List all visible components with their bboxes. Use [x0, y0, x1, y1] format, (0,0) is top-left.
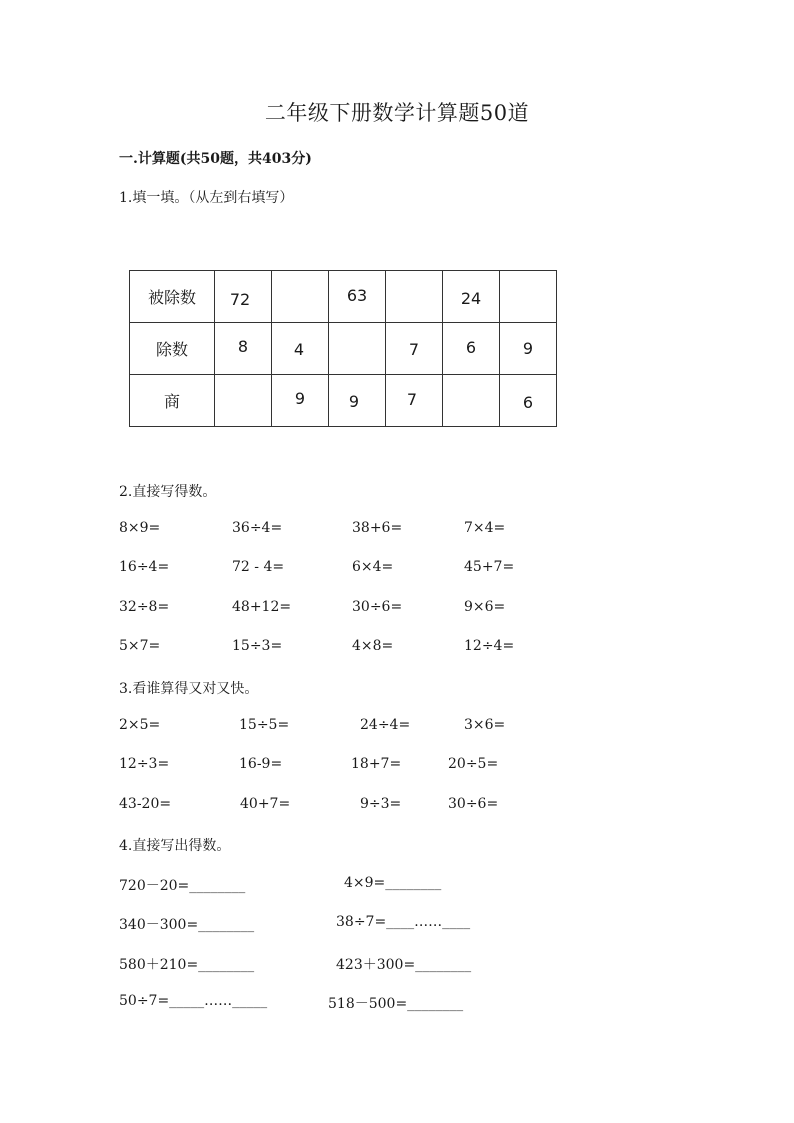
division-table — [129, 270, 557, 427]
table-cell — [386, 323, 443, 375]
problem: 24÷4= — [360, 717, 411, 733]
table-cell — [130, 271, 215, 323]
table-cell — [130, 375, 215, 427]
question-4-heading: 4.直接写出得数。 — [119, 838, 231, 854]
problem: 36÷4= — [232, 520, 283, 536]
table-cell — [272, 323, 329, 375]
problem: 72 - 4= — [232, 559, 285, 575]
problem: 6×4= — [352, 559, 394, 575]
problem: 30÷6= — [352, 599, 403, 615]
table-cell — [500, 375, 557, 427]
cell-value: 24 — [460, 289, 482, 308]
cell-value: 6 — [522, 393, 534, 412]
table-row-divisor — [130, 323, 557, 375]
cell-value: 8 — [237, 337, 249, 356]
problem: 50÷7=_____……_____ — [119, 993, 268, 1009]
problem: 423＋300=________ — [336, 957, 472, 973]
problem: 340－300=________ — [119, 917, 255, 933]
problem: 3×6= — [464, 717, 506, 733]
cell-value: 9 — [294, 389, 306, 408]
problem: 48+12= — [232, 599, 292, 615]
table-row-quotient — [130, 375, 557, 427]
problem: 38+6= — [352, 520, 403, 536]
problem: 15÷3= — [232, 638, 283, 654]
cell-value: 9 — [522, 339, 534, 358]
problem: 20÷5= — [448, 756, 499, 772]
problem: 30÷6= — [448, 796, 499, 812]
problem: 18+7= — [351, 756, 402, 772]
problem: 38÷7=____……____ — [336, 914, 471, 930]
table-cell — [500, 323, 557, 375]
row-label: 商 — [163, 392, 180, 411]
problem: 2×5= — [119, 717, 161, 733]
section-heading: 一.计算题(共50题，共403分) — [119, 151, 312, 167]
table-cell — [329, 323, 386, 375]
table-row-dividend — [130, 271, 557, 323]
problem: 5×7= — [119, 638, 161, 654]
cell-value: 7 — [406, 390, 418, 409]
table-cell — [130, 323, 215, 375]
table-cell — [443, 375, 500, 427]
problem: 45+7= — [464, 559, 515, 575]
table-cell — [272, 375, 329, 427]
cell-value: 72 — [229, 290, 251, 309]
problem: 8×9= — [119, 520, 161, 536]
problem: 4×9=________ — [344, 875, 442, 891]
problem: 518－500=________ — [328, 996, 464, 1012]
row-label: 被除数 — [147, 288, 196, 307]
table-cell — [215, 375, 272, 427]
table-cell — [329, 375, 386, 427]
problem: 16÷4= — [119, 559, 170, 575]
problem: 12÷3= — [119, 756, 170, 772]
table-cell — [500, 271, 557, 323]
problem: 12÷4= — [464, 638, 515, 654]
cell-value: 7 — [408, 340, 420, 359]
table-cell — [272, 271, 329, 323]
problem: 16-9= — [239, 756, 283, 772]
row-label: 除数 — [155, 340, 188, 359]
problem: 4×8= — [352, 638, 394, 654]
table-cell — [386, 271, 443, 323]
table-cell — [215, 271, 272, 323]
problem: 7×4= — [464, 520, 506, 536]
table-cell — [443, 271, 500, 323]
cell-value: 4 — [293, 340, 305, 359]
table-cell — [215, 323, 272, 375]
problem: 9×6= — [464, 599, 506, 615]
cell-value: 9 — [348, 392, 360, 411]
table-cell — [386, 375, 443, 427]
question-1-heading: 1.填一填。（从左到右填写） — [119, 190, 294, 206]
question-3-heading: 3.看谁算得又对又快。 — [119, 681, 259, 697]
question-2-heading: 2.直接写得数。 — [119, 484, 217, 500]
page-title: 二年级下册数学计算题50道 — [264, 101, 530, 125]
problem: 15÷5= — [239, 717, 290, 733]
cell-value: 63 — [346, 286, 368, 305]
cell-value: 6 — [465, 338, 477, 357]
table-cell — [443, 323, 500, 375]
problem: 580＋210=________ — [119, 957, 255, 973]
problem: 720－20=________ — [119, 878, 246, 894]
problem: 40+7= — [240, 796, 291, 812]
problem: 32÷8= — [119, 599, 170, 615]
problem: 43-20= — [119, 796, 172, 812]
problem: 9÷3= — [360, 796, 402, 812]
table-cell — [329, 271, 386, 323]
